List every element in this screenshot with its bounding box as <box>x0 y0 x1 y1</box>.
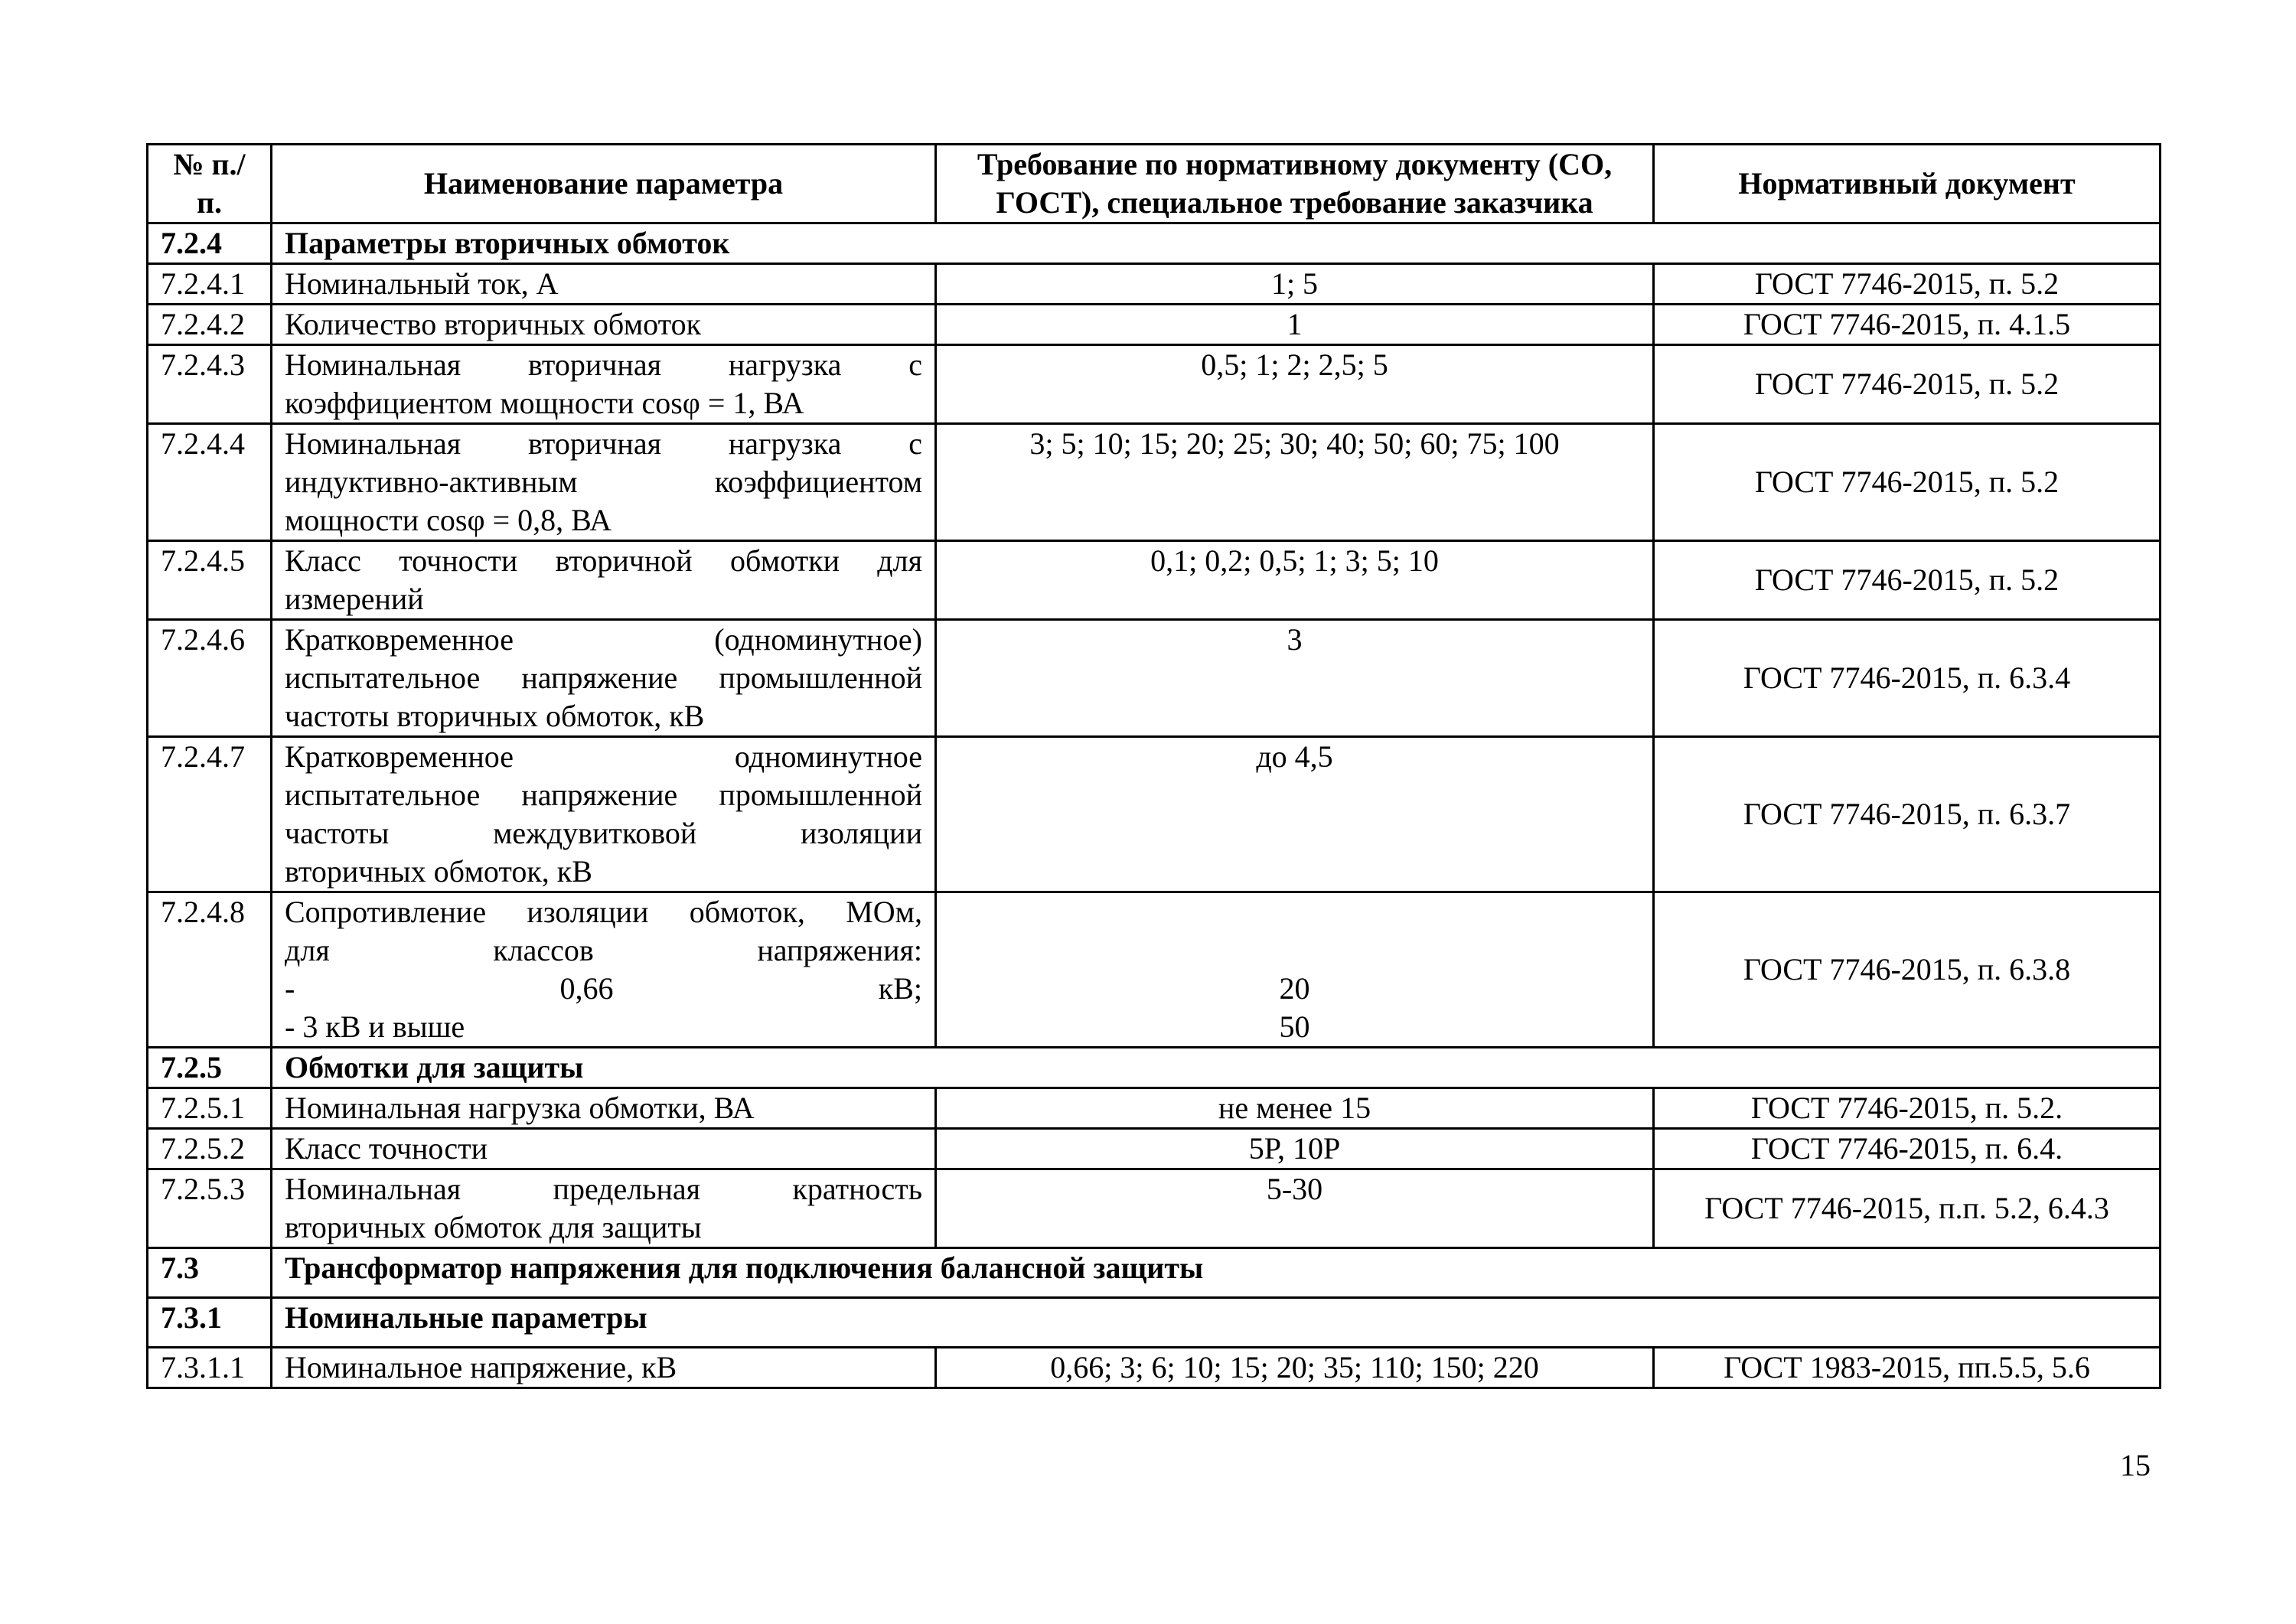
requirement-line: 1 <box>1287 307 1303 341</box>
parameter-name-line: вторичных обмоток для защиты <box>285 1210 702 1244</box>
parameter-name-line: Номинальная нагрузка обмотки, ВА <box>285 1091 755 1125</box>
requirement-line: 0,5; 1; 2; 2,5; 5 <box>1201 347 1388 382</box>
section-row <box>148 1298 2161 1348</box>
item-number: 7.3.1.1 <box>148 1348 272 1388</box>
section-row <box>148 1048 2161 1088</box>
requirement-line: до 4,5 <box>1256 739 1333 774</box>
normative-document: ГОСТ 7746-2015, п. 4.1.5 <box>1654 305 2161 345</box>
parameter-name-line: - 0,66 кВ; <box>285 971 922 1006</box>
table-row <box>148 424 2161 541</box>
parameter-name-line: Номинальное напряжение, кВ <box>285 1350 677 1384</box>
section-row <box>148 1248 2161 1298</box>
requirement-line: 3; 5; 10; 15; 20; 25; 30; 40; 50; 60; 75; 100 <box>1029 426 1560 461</box>
parameter-name <box>272 1169 936 1248</box>
header-requirement: Требование по нормативному документу (СО, ГОСТ), специальное требование заказчика <box>936 145 1654 223</box>
parameter-name-line: коэффициентом мощности cosφ = 1, ВА <box>285 386 804 420</box>
table-row <box>148 345 2161 424</box>
parameter-name-line: вторичных обмоток, кВ <box>285 854 592 889</box>
parameter-name <box>272 1088 936 1129</box>
parameter-name <box>272 305 936 345</box>
section-number: 7.3 <box>148 1248 272 1298</box>
parameter-name <box>272 620 936 737</box>
parameter-name-line: индуктивно-активным коэффициентом <box>285 465 922 499</box>
item-number: 7.2.4.6 <box>148 620 272 737</box>
normative-document: ГОСТ 7746-2015, п. 5.2 <box>1654 264 2161 305</box>
requirement-value <box>936 345 1654 424</box>
header-document: Нормативный документ <box>1654 145 2161 223</box>
parameter-name <box>272 264 936 305</box>
parameter-name-line: Кратковременное одноминутное <box>285 739 922 774</box>
requirement-line <box>949 893 1640 931</box>
requirement-value <box>936 620 1654 737</box>
normative-document: ГОСТ 7746-2015, п. 6.3.7 <box>1654 737 2161 892</box>
parameter-name <box>272 892 936 1048</box>
item-number: 7.2.4.2 <box>148 305 272 345</box>
table-row <box>148 1348 2161 1388</box>
table-row <box>148 620 2161 737</box>
normative-document: ГОСТ 7746-2015, п. 6.3.4 <box>1654 620 2161 737</box>
parameter-name-line: испытательное напряжение промышленной <box>285 778 922 812</box>
requirement-value <box>936 305 1654 345</box>
item-number: 7.2.4.3 <box>148 345 272 424</box>
parameter-name-line: частоты вторичных обмоток, кВ <box>285 699 705 733</box>
parameter-name <box>272 1129 936 1169</box>
table-row <box>148 892 2161 1048</box>
item-number: 7.2.4.4 <box>148 424 272 541</box>
table-row <box>148 737 2161 892</box>
table-body <box>148 223 2161 1388</box>
parameter-name <box>272 424 936 541</box>
table-row <box>148 1169 2161 1248</box>
section-title: Номинальные параметры <box>272 1298 2161 1348</box>
section-number: 7.2.4 <box>148 223 272 264</box>
parameter-name-line: частоты междувитковой изоляции <box>285 816 922 850</box>
requirement-value <box>936 1348 1654 1388</box>
parameter-name-line: Количество вторичных обмоток <box>285 307 702 341</box>
requirement-value <box>936 264 1654 305</box>
page-number: 15 <box>2120 1448 2151 1482</box>
section-number: 7.2.5 <box>148 1048 272 1088</box>
normative-document: ГОСТ 7746-2015, п. 5.2 <box>1654 345 2161 424</box>
parameter-name-line: Номинальная вторичная нагрузка с <box>285 347 922 382</box>
parameter-name <box>272 541 936 620</box>
requirement-line: 0,1; 0,2; 0,5; 1; 3; 5; 10 <box>1150 543 1439 578</box>
requirement-value <box>936 424 1654 541</box>
item-number: 7.2.5.3 <box>148 1169 272 1248</box>
requirement-value <box>936 892 1654 1048</box>
parameter-name-line: для классов напряжения: <box>285 933 922 967</box>
section-title: Трансформатор напряжения для подключения балансной защиты <box>272 1248 2161 1298</box>
parameter-name-line: измерений <box>285 582 424 616</box>
requirement-value <box>936 1129 1654 1169</box>
section-row <box>148 223 2161 264</box>
requirement-line: 0,66; 3; 6; 10; 15; 20; 35; 110; 150; 220 <box>1050 1350 1539 1384</box>
requirement-value <box>936 1169 1654 1248</box>
spec-table <box>146 143 2161 1389</box>
parameter-name-line: Номинальная вторичная нагрузка с <box>285 426 922 461</box>
requirement-line: 5Р, 10Р <box>1248 1131 1341 1166</box>
table-row <box>148 1088 2161 1129</box>
parameter-name-line: Сопротивление изоляции обмоток, МОм, <box>285 895 922 929</box>
parameter-name <box>272 737 936 892</box>
header-name: Наименование параметра <box>272 145 936 223</box>
requirement-value <box>936 541 1654 620</box>
requirement-line <box>949 931 1640 970</box>
requirement-line: 1; 5 <box>1270 266 1319 301</box>
parameter-name-line: испытательное напряжение промышленной <box>285 660 922 695</box>
header-num: № п./п. <box>148 145 272 223</box>
parameter-name-line: Класс точности <box>285 1131 488 1166</box>
section-number: 7.3.1 <box>148 1298 272 1348</box>
item-number: 7.2.4.5 <box>148 541 272 620</box>
normative-document: ГОСТ 7746-2015, п. 5.2. <box>1654 1088 2161 1129</box>
requirement-line: 3 <box>1287 622 1303 657</box>
section-title: Обмотки для защиты <box>272 1048 2161 1088</box>
parameter-name-line: Кратковременное (одноминутное) <box>285 622 922 657</box>
normative-document: ГОСТ 7746-2015, п. 6.3.8 <box>1654 892 2161 1048</box>
requirement-line: 20 <box>1279 971 1310 1006</box>
table-row <box>148 264 2161 305</box>
parameter-name-line: - 3 кВ и выше <box>285 1009 465 1044</box>
requirement-value <box>936 737 1654 892</box>
requirement-line: не менее 15 <box>1218 1091 1371 1125</box>
requirement-line: 50 <box>1279 1009 1310 1044</box>
table-row <box>148 541 2161 620</box>
item-number: 7.2.5.2 <box>148 1129 272 1169</box>
section-title: Параметры вторичных обмоток <box>272 223 2161 264</box>
item-number: 7.2.4.8 <box>148 892 272 1048</box>
parameter-name <box>272 1348 936 1388</box>
normative-document: ГОСТ 7746-2015, п. 6.4. <box>1654 1129 2161 1169</box>
normative-document: ГОСТ 1983-2015, пп.5.5, 5.6 <box>1654 1348 2161 1388</box>
normative-document: ГОСТ 7746-2015, п. 5.2 <box>1654 424 2161 541</box>
normative-document: ГОСТ 7746-2015, п. 5.2 <box>1654 541 2161 620</box>
parameter-name-line: мощности cosφ = 0,8, ВА <box>285 503 612 537</box>
requirement-line: 5-30 <box>1266 1172 1323 1206</box>
table-row <box>148 1129 2161 1169</box>
requirement-value <box>936 1088 1654 1129</box>
parameter-name-line: Класс точности вторичной обмотки для <box>285 543 922 578</box>
table-header-row <box>148 145 2161 223</box>
parameter-name-line: Номинальный ток, А <box>285 266 559 301</box>
normative-document: ГОСТ 7746-2015, п.п. 5.2, 6.4.3 <box>1654 1169 2161 1248</box>
parameter-name-line: Номинальная предельная кратность <box>285 1172 922 1206</box>
item-number: 7.2.4.7 <box>148 737 272 892</box>
parameter-name <box>272 345 936 424</box>
table-row <box>148 305 2161 345</box>
item-number: 7.2.5.1 <box>148 1088 272 1129</box>
item-number: 7.2.4.1 <box>148 264 272 305</box>
